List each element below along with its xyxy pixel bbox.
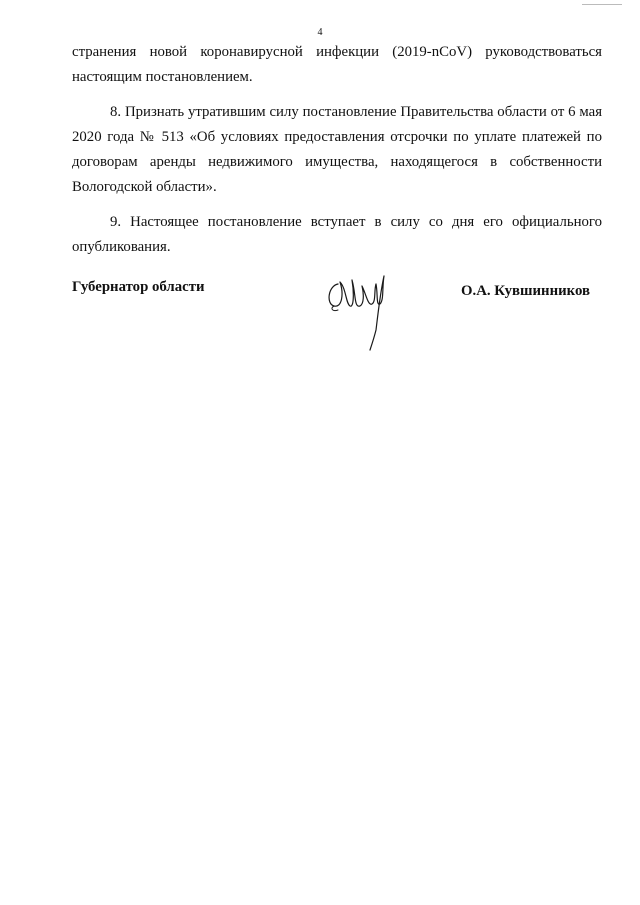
corner-mark — [582, 0, 622, 5]
signatory-name: О.А. Кувшинников — [461, 283, 590, 299]
continuation-paragraph: странения новой коронавирусной инфекции (2019-nCoV) руководствоваться настоящим постановлением. — [72, 44, 602, 85]
document-body — [72, 40, 602, 260]
signature-block — [72, 276, 602, 356]
item-8-paragraph: 8. Признать утратившим силу постановление Правительства области от 6 мая 2020 года № 513 «Об условиях предоставления отсрочки по уплате платежей по договорам аренды недвижимого имущества, находящегося в собственности Вологодской области». — [72, 104, 602, 195]
page-number: 4 — [317, 27, 323, 38]
item-9-paragraph: 9. Настоящее постановление вступает в силу со дня его официального опубликования. — [72, 214, 602, 255]
handwritten-signature-icon — [324, 264, 394, 354]
signatory-title: Губернатор области — [72, 279, 205, 295]
